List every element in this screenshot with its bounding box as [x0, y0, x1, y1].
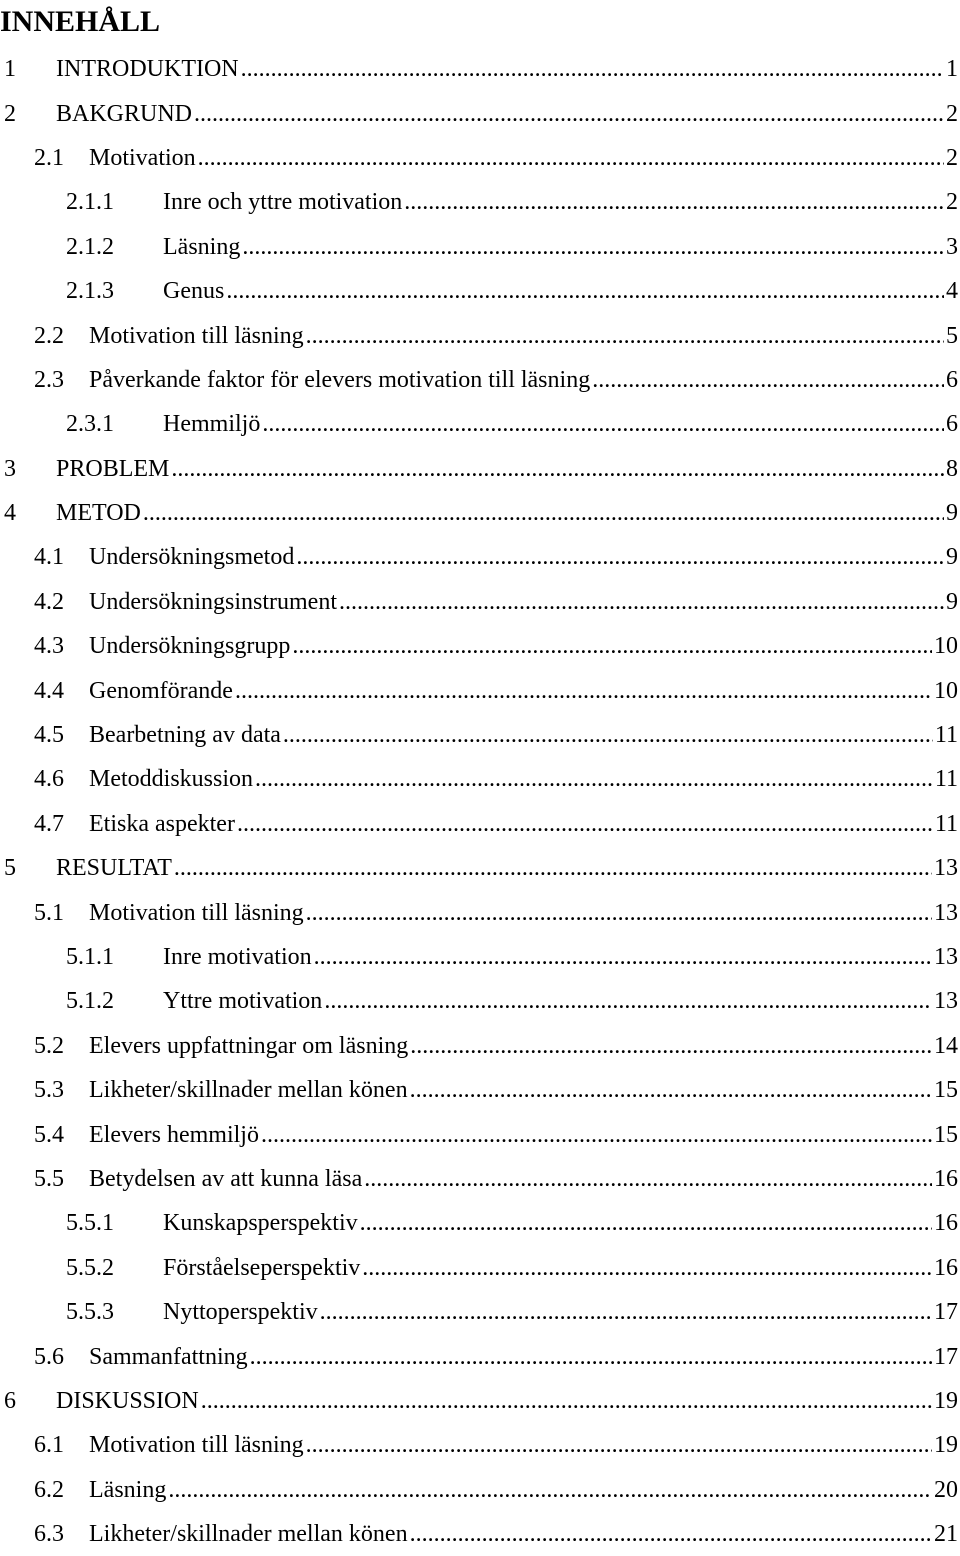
- toc-entry[interactable]: [0, 447, 960, 491]
- toc-dot-leader: [306, 1431, 932, 1459]
- toc-entry-title: PROBLEM: [56, 455, 170, 482]
- toc-dot-leader: [174, 854, 932, 882]
- toc-entry-number: 5.5.1: [66, 1210, 114, 1237]
- toc-entry-page: 6: [946, 366, 958, 393]
- toc-entry-title: Påverkande faktor för elevers motivation till läsning: [89, 366, 591, 393]
- toc-entry-page: 10: [934, 677, 958, 704]
- toc-entry-title: RESULTAT: [56, 855, 172, 882]
- toc-entry-title: Förståelseperspektiv: [163, 1254, 361, 1281]
- toc-dot-leader: [255, 765, 933, 793]
- toc-entry-page: 11: [934, 810, 958, 837]
- toc-entry[interactable]: [0, 91, 960, 135]
- toc-dot-leader: [306, 899, 932, 927]
- toc-entry-number: 5.3: [34, 1077, 64, 1104]
- toc-entry[interactable]: [0, 1334, 960, 1378]
- toc-dot-leader: [364, 1165, 932, 1193]
- toc-entry-number: 6: [4, 1387, 16, 1414]
- toc-entry-page: 21: [934, 1521, 958, 1548]
- toc-entry[interactable]: [0, 1290, 960, 1334]
- toc-entry-page: 2: [946, 144, 958, 171]
- toc-entry-title: Likheter/skillnader mellan könen: [89, 1521, 408, 1548]
- toc-entry-number: 2.1: [34, 144, 64, 171]
- toc-entry-title: Motivation till läsning: [89, 899, 304, 926]
- toc-entry-page: 2: [946, 189, 958, 216]
- toc-entry-page: 13: [934, 944, 958, 970]
- toc-entry[interactable]: [0, 757, 960, 801]
- toc-entry-title: Metoddiskussion: [89, 766, 254, 793]
- toc-entry-page: 16: [934, 1165, 958, 1192]
- toc-dot-leader: [143, 499, 944, 527]
- toc-entry-number: 4.2: [34, 588, 64, 615]
- toc-entry-page: 10: [934, 633, 958, 660]
- toc-dot-leader: [194, 100, 944, 128]
- toc-title: INNEHÅLL: [0, 5, 161, 38]
- toc-entry-page: 19: [934, 1387, 958, 1414]
- toc-entry-title: Inre motivation: [163, 944, 312, 970]
- toc-entry-page: 14: [934, 1032, 958, 1059]
- toc-dot-leader: [235, 677, 932, 705]
- toc-entry-title: Genomförande: [89, 677, 233, 704]
- toc-entry-title: Kunskapsperspektiv: [163, 1210, 358, 1237]
- toc-entry-page: 17: [934, 1343, 958, 1370]
- toc-entry-title: Läsning: [89, 1476, 167, 1503]
- toc-entry[interactable]: [0, 1024, 960, 1068]
- toc-entry-number: 5.4: [34, 1121, 64, 1148]
- toc-entry-number: 5.5.3: [66, 1299, 114, 1326]
- toc-entry-title: METOD: [56, 500, 141, 527]
- toc-entry-number: 5.1: [34, 899, 64, 926]
- toc-dot-leader: [262, 410, 944, 438]
- toc-entry-number: 5.1.2: [66, 988, 114, 1015]
- toc-entry-title: DISKUSSION: [56, 1387, 199, 1414]
- toc-entry-number: 6.3: [34, 1521, 64, 1548]
- toc-dot-leader: [360, 1209, 932, 1237]
- toc-entry-title: Motivation till läsning: [89, 322, 304, 349]
- toc-entry-title: Hemmiljö: [163, 411, 261, 438]
- toc-entry[interactable]: [0, 136, 960, 180]
- toc-entry[interactable]: [0, 802, 960, 846]
- toc-entry-title: BAKGRUND: [56, 100, 193, 127]
- toc-dot-leader: [306, 322, 944, 350]
- toc-entry[interactable]: [0, 225, 960, 269]
- toc-entry-title: Yttre motivation: [163, 988, 323, 1015]
- toc-entry-title: Sammanfattning: [89, 1343, 248, 1370]
- toc-entry-number: 4.6: [34, 766, 64, 793]
- toc-entry[interactable]: [0, 1379, 960, 1423]
- toc-dot-leader: [201, 1387, 932, 1415]
- toc-dot-leader: [410, 1032, 932, 1060]
- toc-entry-number: 2.2: [34, 322, 64, 349]
- toc-entry-title: Läsning: [163, 233, 241, 260]
- toc-entry[interactable]: [0, 1468, 960, 1512]
- toc-entry[interactable]: [0, 1512, 960, 1556]
- toc-entry-number: 2.1.1: [66, 189, 114, 216]
- toc-entry-page: 19: [934, 1432, 958, 1459]
- toc-entry-page: 9: [946, 500, 958, 527]
- toc-entry-page: 9: [946, 544, 958, 571]
- toc-entry[interactable]: [0, 1068, 960, 1112]
- toc-entry[interactable]: [0, 1423, 960, 1467]
- toc-entry-page: 13: [934, 899, 958, 926]
- toc-entry-title: Undersökningsgrupp: [89, 633, 291, 660]
- toc-dot-leader: [283, 721, 933, 749]
- toc-entry-number: 3: [4, 455, 16, 482]
- toc-dot-leader: [237, 810, 933, 838]
- toc-entry-number: 4.4: [34, 677, 64, 704]
- toc-entry-title: Genus: [163, 278, 225, 305]
- toc-entry-title: Undersökningsmetod: [89, 544, 295, 571]
- toc-entry-number: 5.5.2: [66, 1254, 114, 1281]
- toc-dot-leader: [404, 188, 944, 216]
- toc-entry[interactable]: [0, 1201, 960, 1245]
- toc-entry[interactable]: [0, 713, 960, 757]
- toc-entry-number: 5.1.1: [66, 944, 114, 970]
- toc-entry[interactable]: [0, 580, 960, 624]
- toc-entry[interactable]: [0, 1112, 960, 1156]
- toc-entry-page: 20: [934, 1476, 958, 1503]
- toc-entry-title: Elevers uppfattningar om läsning: [89, 1032, 409, 1059]
- toc-entry[interactable]: [0, 668, 960, 712]
- toc-dot-leader: [592, 366, 944, 394]
- toc-entry[interactable]: [0, 358, 960, 402]
- toc-entry[interactable]: [0, 180, 960, 224]
- toc-entry-title: Likheter/skillnader mellan könen: [89, 1077, 408, 1104]
- toc-entry-title: Inre och yttre motivation: [163, 189, 403, 216]
- toc-dot-leader: [261, 1121, 932, 1149]
- toc-entry[interactable]: [0, 1157, 960, 1201]
- toc-entry[interactable]: [0, 1246, 960, 1290]
- toc-entry-number: 4.1: [34, 544, 64, 571]
- toc-entry-number: 5: [4, 855, 16, 882]
- toc-entry-page: 5: [946, 322, 958, 349]
- toc-dot-leader: [168, 1476, 932, 1504]
- toc-entry-title: Motivation till läsning: [89, 1432, 304, 1459]
- toc-entry-number: 2.1.2: [66, 233, 114, 260]
- toc-entry-title: Bearbetning av data: [89, 722, 281, 749]
- toc-dot-leader: [241, 55, 944, 83]
- toc-entry-title: Betydelsen av att kunna läsa: [89, 1165, 363, 1192]
- toc-entry-number: 4: [4, 500, 16, 527]
- toc-dot-leader: [296, 543, 944, 571]
- toc-entry-page: 16: [934, 1210, 958, 1237]
- toc-dot-leader: [362, 1254, 932, 1282]
- toc-dot-leader: [324, 987, 932, 1015]
- toc-entry-number: 6.2: [34, 1476, 64, 1503]
- toc-entry[interactable]: [0, 890, 960, 934]
- toc-entry-title: Undersökningsinstrument: [89, 588, 337, 615]
- toc-entry[interactable]: [0, 535, 960, 579]
- toc-entry-page: 4: [946, 278, 958, 305]
- table-of-contents: [0, 47, 960, 1556]
- toc-entry-number: 2.3.1: [66, 411, 114, 438]
- toc-dot-leader: [242, 233, 944, 261]
- toc-entry-title: Motivation: [89, 144, 196, 171]
- toc-dot-leader: [292, 632, 932, 660]
- toc-entry-number: 2: [4, 100, 16, 127]
- toc-dot-leader: [314, 943, 932, 971]
- toc-entry-number: 1: [4, 56, 16, 83]
- toc-entry-page: 11: [934, 766, 958, 793]
- toc-dot-leader: [250, 1343, 932, 1371]
- toc-entry-number: 5.6: [34, 1343, 64, 1370]
- toc-dot-leader: [198, 144, 944, 172]
- toc-entry[interactable]: [0, 313, 960, 357]
- toc-entry-page: 11: [934, 722, 958, 749]
- toc-entry[interactable]: [0, 624, 960, 668]
- toc-dot-leader: [410, 1520, 932, 1548]
- toc-entry-page: 1: [946, 56, 958, 83]
- toc-entry-page: 13: [934, 988, 958, 1015]
- toc-entry-page: 6: [946, 411, 958, 438]
- toc-entry-title: Nyttoperspektiv: [163, 1299, 318, 1326]
- toc-entry-page: 9: [946, 588, 958, 615]
- toc-entry[interactable]: [0, 47, 960, 91]
- toc-entry-page: 13: [934, 855, 958, 882]
- toc-entry[interactable]: [0, 846, 960, 890]
- toc-entry[interactable]: [0, 491, 960, 535]
- toc-entry-number: 5.2: [34, 1032, 64, 1059]
- toc-entry-number: 5.5: [34, 1165, 64, 1192]
- toc-entry-page: 2: [946, 100, 958, 127]
- toc-dot-leader: [320, 1298, 932, 1326]
- toc-entry-page: 3: [946, 233, 958, 260]
- toc-dot-leader: [410, 1076, 932, 1104]
- toc-entry[interactable]: [0, 402, 960, 446]
- toc-entry-title: INTRODUKTION: [56, 56, 239, 83]
- toc-entry-number: 6.1: [34, 1432, 64, 1459]
- toc-entry-page: 15: [934, 1077, 958, 1104]
- toc-entry-title: Etiska aspekter: [89, 810, 235, 837]
- toc-entry-page: 16: [934, 1254, 958, 1281]
- toc-dot-leader: [339, 588, 944, 616]
- toc-entry-page: 15: [934, 1121, 958, 1148]
- toc-entry-number: 4.5: [34, 722, 64, 749]
- toc-entry-number: 2.1.3: [66, 278, 114, 305]
- toc-entry-page: 8: [946, 455, 958, 482]
- toc-entry[interactable]: [0, 935, 960, 979]
- toc-entry-number: 2.3: [34, 366, 64, 393]
- toc-entry-number: 4.3: [34, 633, 64, 660]
- toc-entry-page: 17: [934, 1299, 958, 1326]
- toc-dot-leader: [226, 277, 944, 305]
- toc-entry-number: 4.7: [34, 810, 64, 837]
- toc-entry[interactable]: [0, 269, 960, 313]
- toc-dot-leader: [171, 455, 944, 483]
- toc-entry-title: Elevers hemmiljö: [89, 1121, 259, 1148]
- toc-entry[interactable]: [0, 979, 960, 1023]
